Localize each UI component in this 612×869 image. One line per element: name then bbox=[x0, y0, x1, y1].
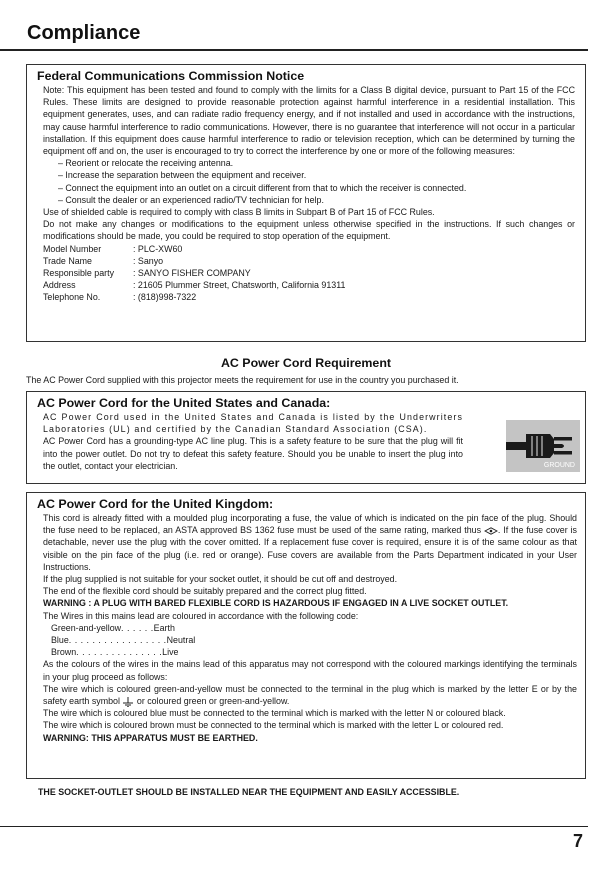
info-value: : Sanyo bbox=[133, 255, 164, 266]
wire-leader: . . . . . . . . . . . . . . . . . bbox=[68, 635, 167, 646]
uk-earth-wire-start: The wire which is coloured green-and-yellow must be connected to the terminal in the plug which is marked by the letter E or by the safety earth symbol bbox=[43, 683, 577, 707]
fcc-note: Note: This equipment has been tested and found to comply with the limits for a Class B digital device, pursuant to Part 15 of the FCC Rules. These limits are designed to provide reasonable protection against harmful interference in a residential installation. This equipment generates, uses, and can radiate radio frequency energy, and if not installed and used in accordance with the instructions, may cause harmful interference to radio communications. However, there is no guarantee that interference will not occur in a particular installation. If this equipment does cause harmful interference to radio or television reception, which can be determined by turning the equipment off and on, the user is encouraged to try to correct the interference by one or more of the following measures: bbox=[43, 85, 575, 157]
fcc-changes-warning: Do not make any changes or modifications to the equipment unless otherwise specified in the instructions. If such changes or modifications should be made, you could be required to stop operation of the equipment. bbox=[43, 219, 575, 242]
fcc-notice-box bbox=[26, 64, 586, 342]
info-label: Telephone No. bbox=[43, 292, 101, 303]
grounding-plug-image bbox=[506, 420, 580, 472]
wire-color: Green-and-yellow bbox=[51, 622, 122, 633]
uk-brown-wire: The wire which is coloured brown must be connected to the terminal which is marked with the letter L or coloured red. bbox=[43, 720, 504, 731]
socket-outlet-note: THE SOCKET-OUTLET SHOULD BE INSTALLED NEAR THE EQUIPMENT AND EASILY ACCESSIBLE. bbox=[38, 787, 460, 797]
info-row bbox=[43, 255, 575, 267]
ac-section-title: AC Power Cord Requirement bbox=[220, 356, 392, 370]
uk-wires-intro: The Wires in this mains lead are coloured in accordance with the following code: bbox=[43, 610, 359, 621]
wire-code-row bbox=[43, 646, 577, 658]
wire-code-row bbox=[43, 634, 577, 646]
info-label: Responsible party bbox=[43, 268, 115, 279]
info-row bbox=[43, 267, 575, 279]
uk-plug-unsuitable: If the plug supplied is not suitable for your socket outlet, it should be cut off and destroyed. bbox=[43, 574, 398, 585]
wire-code-row bbox=[43, 622, 577, 634]
wire-leader: . . . . . . . . . . . . . . . bbox=[76, 647, 163, 658]
wire-terminal: Live bbox=[162, 647, 179, 658]
wire-terminal: Earth bbox=[153, 622, 175, 633]
fcc-measure: – Increase the separation between the equipment and receiver. bbox=[58, 170, 307, 181]
info-row bbox=[43, 279, 575, 291]
info-value: : 21605 Plummer Street, Chatsworth, California 91311 bbox=[133, 280, 346, 291]
info-label: Trade Name bbox=[43, 255, 92, 266]
us-heading: AC Power Cord for the United States and Canada: bbox=[37, 396, 331, 410]
info-value: : (818)998-7322 bbox=[133, 292, 197, 303]
us-listing-text: AC Power Cord used in the United States and Canada is listed by the Underwriters Laboratories (UL) and certified by the Canadian Standard Association (CSA). bbox=[43, 412, 463, 435]
us-grounding-text: AC Power Cord has a grounding-type AC line plug. This is a safety feature to be sure that the plug will fit into the power outlet. Do not try to defeat this safety feature. Should you be unable to insert the plug into the outlet, contact your electrician. bbox=[43, 436, 463, 471]
uk-fuse-text-end: . If the fuse cover is detachable, never use the plug with the cover omitted. If a replacement fuse cover is required, ensure it is of the same colour as that visible on the pin face of the plug (i.e. red or orange). Fuse covers are available from the Parts Department indicated in your User Instructions. bbox=[43, 525, 577, 572]
fcc-measure: – Connect the equipment into an outlet on a circuit different from that to which the receiver is connected. bbox=[58, 182, 467, 193]
uk-earth-wire-end: or coloured green or green-and-yellow. bbox=[134, 696, 290, 707]
info-value: : PLC-XW60 bbox=[133, 243, 183, 254]
wire-terminal: Neutral bbox=[166, 635, 196, 646]
uk-box bbox=[26, 492, 586, 779]
uk-bared-cord-warning: WARNING : A PLUG WITH BARED FLEXIBLE CORD IS HAZARDOUS IF ENGAGED IN A LIVE SOCKET OUTLET. bbox=[43, 598, 509, 609]
uk-fuse-text-start: This cord is already fitted with a moulded plug incorporating a fuse, the value of which is indicated on the pin face of the plug. Should the fuse need to be replaced, an ASTA approved BS 1362 fuse must be used of the same rating, marked thus bbox=[43, 513, 577, 536]
info-label: Address bbox=[43, 280, 76, 291]
uk-earthed-warning: WARNING: THIS APPARATUS MUST BE EARTHED. bbox=[43, 732, 258, 743]
uk-blue-wire: The wire which is coloured blue must be connected to the terminal which is marked with the letter N or coloured black. bbox=[43, 708, 506, 719]
wire-leader: . . . . . . bbox=[121, 622, 154, 633]
page-number: 7 bbox=[573, 831, 584, 851]
uk-cord-prep: The end of the flexible cord should be suitably prepared and the correct plug fitted. bbox=[43, 586, 367, 597]
uk-earth-wire bbox=[43, 683, 577, 707]
uk-heading: AC Power Cord for the United Kingdom: bbox=[37, 497, 274, 511]
ac-intro: The AC Power Cord supplied with this projector meets the requirement for use in the country you purchased it. bbox=[26, 375, 459, 385]
fcc-measure: – Reorient or relocate the receiving antenna. bbox=[58, 158, 234, 169]
asta-mark-icon bbox=[484, 527, 498, 535]
wire-color: Brown bbox=[51, 647, 77, 658]
info-value: : SANYO FISHER COMPANY bbox=[133, 268, 251, 279]
fcc-measure: – Consult the dealer or an experienced radio/TV technician for help. bbox=[58, 194, 324, 205]
earth-symbol-icon bbox=[122, 697, 134, 707]
info-row bbox=[43, 243, 575, 255]
us-canada-box bbox=[26, 391, 586, 484]
page-title: Compliance bbox=[27, 22, 141, 44]
info-label: Model Number bbox=[43, 243, 102, 254]
info-row bbox=[43, 291, 575, 303]
bottom-divider bbox=[0, 826, 588, 827]
uk-fuse-text bbox=[43, 512, 577, 573]
fcc-shielded-cable: Use of shielded cable is required to comply with class B limits in Subpart B of Part 15 of FCC Rules. bbox=[43, 207, 435, 218]
wire-color: Blue bbox=[51, 635, 69, 646]
title-divider bbox=[0, 49, 588, 51]
fcc-heading: Federal Communications Commission Notice bbox=[37, 69, 305, 83]
uk-colour-mismatch: As the colours of the wires in the mains lead of this apparatus may not correspond with the coloured markings identifying the terminals in your plug proceed as follows: bbox=[43, 659, 577, 682]
ground-label: GROUND bbox=[543, 462, 575, 469]
